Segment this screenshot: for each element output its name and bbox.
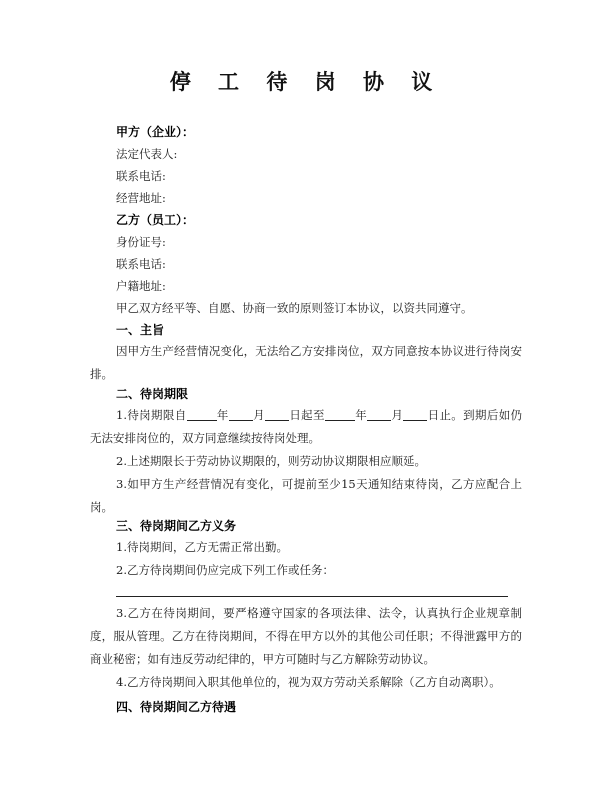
section-3-heading: 三、待岗期间乙方义务 [116, 519, 237, 533]
section-3-paragraph-2: 2.乙方待岗期间仍应完成下列工作或任务： [116, 563, 334, 577]
section-1-heading: 一、主旨 [116, 323, 165, 337]
party-b-phone: 联系电话: [116, 257, 166, 271]
section-3-paragraph-1: 1.待岗期间，乙方无需正常出勤。 [116, 540, 288, 554]
end-day-blank[interactable] [403, 408, 427, 421]
party-b-id-number: 身份证号: [116, 235, 166, 249]
document-title: 停 工 待 岗 协 议 [169, 70, 443, 94]
party-b-address: 户籍地址: [116, 279, 166, 293]
end-month-blank[interactable] [367, 408, 391, 421]
start-year-blank[interactable] [187, 408, 217, 421]
end-year-blank[interactable] [325, 408, 355, 421]
task-fill-in-line[interactable] [116, 596, 508, 597]
section-2-paragraph-2: 2.上述期限长于劳动协议期限的，则劳动协议期限相应顺延。 [116, 454, 426, 468]
section-2-paragraph-3: 3.如甲方生产经营情况有变化，可提前至少15天通知结束待岗，乙方应配合上岗。 [90, 477, 522, 514]
start-month-blank[interactable] [229, 408, 253, 421]
party-b-heading: 乙方（员工）： [116, 213, 195, 227]
start-day-blank[interactable] [265, 408, 289, 421]
section-3-paragraph-3: 3.乙方在待岗期间，要严格遵守国家的各项法律、法令，认真执行企业规章制度，服从管理。乙方在待岗期间，不得在甲方以外的其他公司任职；不得泄露甲方的商业秘密；如有违反劳动纪律的，甲方可随时与乙方解除劳动协议。 [90, 606, 522, 666]
period-start-label: 1.待岗期限自 [116, 408, 187, 422]
section-4-heading: 四、待岗期间乙方待遇 [116, 700, 237, 714]
section-3-paragraph-4: 4.乙方待岗期间入职其他单位的，视为双方劳动关系解除（乙方自动离职）。 [116, 675, 501, 689]
preamble: 甲乙双方经平等、自愿、协商一致的原则签订本协议，以资共同遵守。 [116, 301, 473, 315]
party-a-address: 经营地址: [116, 191, 166, 205]
section-2-heading: 二、待岗期限 [116, 387, 189, 401]
party-a-legal-representative: 法定代表人: [116, 147, 178, 161]
party-a-heading: 甲方（企业）： [116, 125, 195, 139]
section-2-paragraph-1: 1.待岗期限自 年 月 日起至 年 月 日止。到期后如仍无法安排岗位的，双方同意继续按待岗处理。 [90, 408, 523, 445]
section-1-paragraph: 因甲方生产经营情况变化，无法给乙方安排岗位，双方同意按本协议进行待岗安排。 [90, 344, 522, 381]
party-a-phone: 联系电话: [116, 169, 166, 183]
